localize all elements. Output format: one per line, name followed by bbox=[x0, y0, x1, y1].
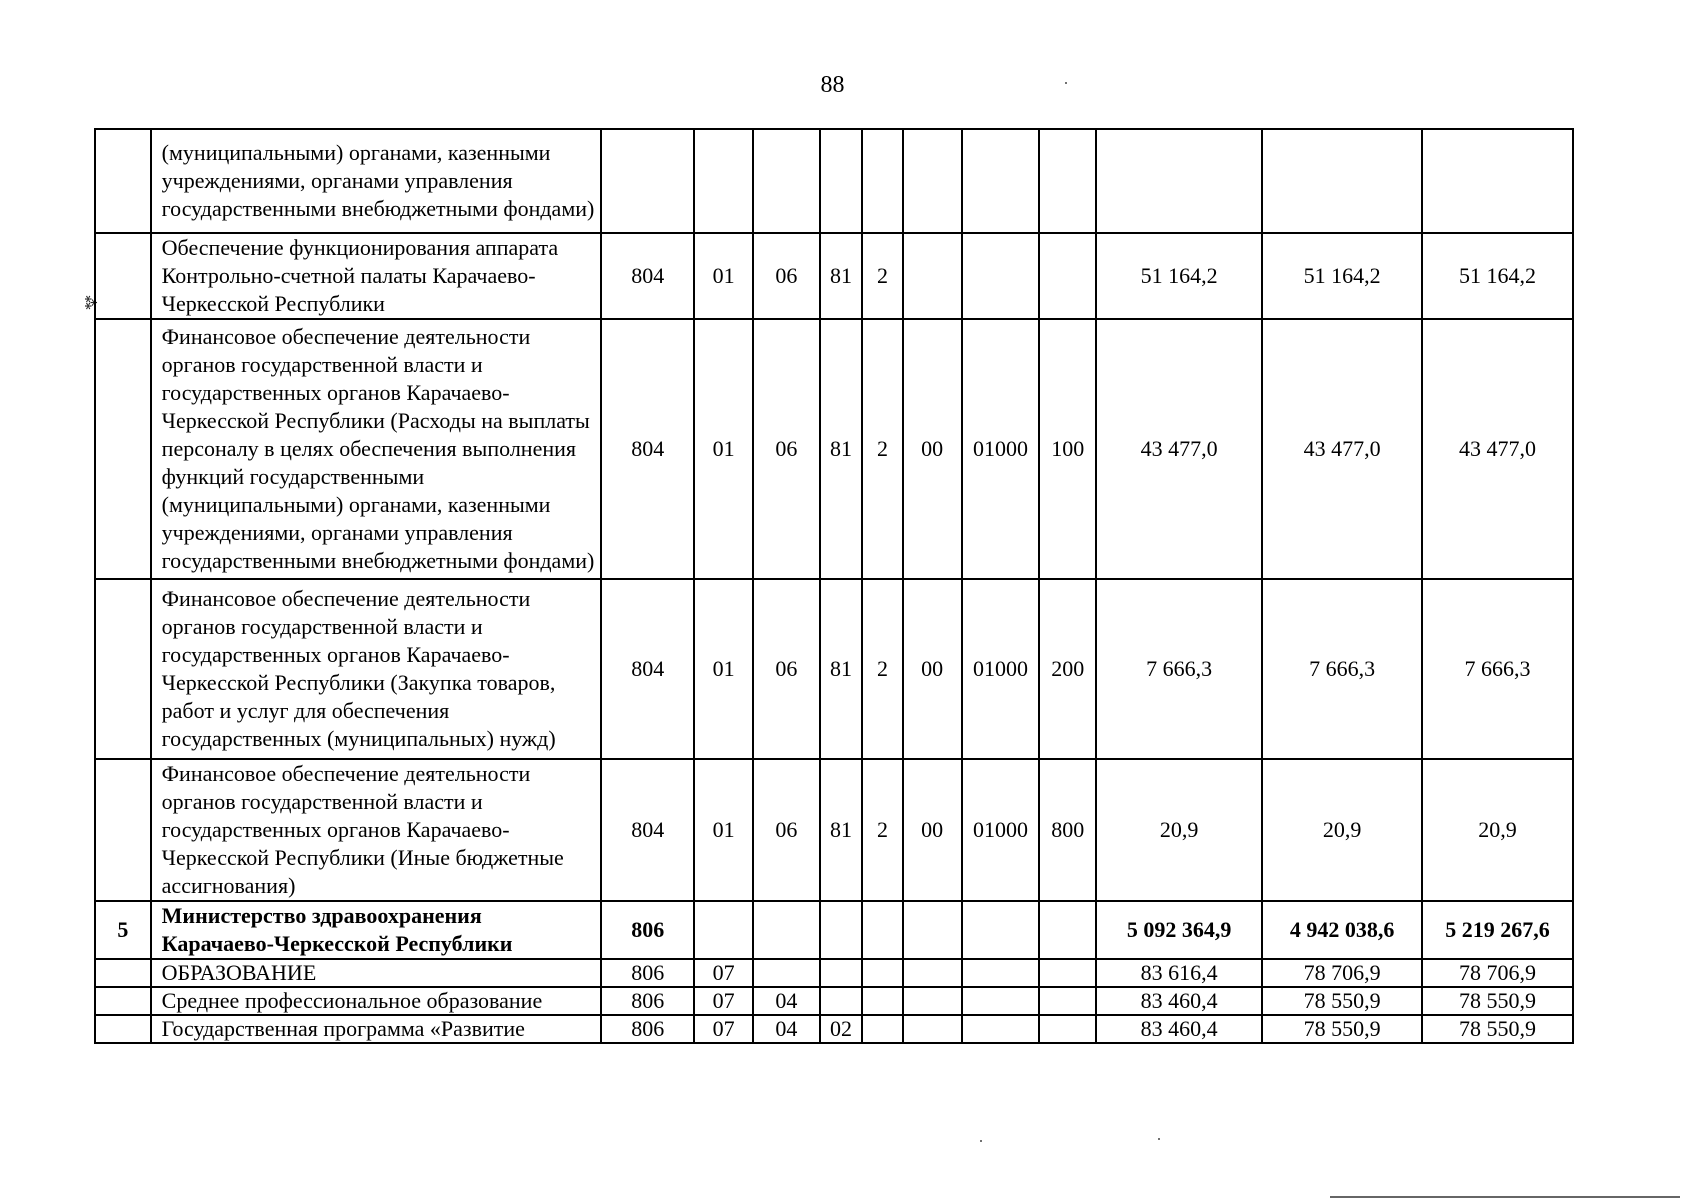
subprogram-code-cell: 2 bbox=[862, 579, 902, 759]
scan-speck bbox=[1065, 82, 1067, 84]
expense-type-code-cell bbox=[1039, 129, 1096, 233]
event-code-cell bbox=[903, 901, 962, 959]
event-code-cell: 00 bbox=[903, 319, 962, 579]
amount-year1-cell: 20,9 bbox=[1096, 759, 1262, 901]
row-number-cell bbox=[95, 759, 151, 901]
expense-name-cell: Министерство здравоохранения Карачаево-Черкесской Республики bbox=[151, 901, 601, 959]
amount-year3-cell: 78 706,9 bbox=[1422, 959, 1573, 987]
direction-code-cell bbox=[962, 987, 1040, 1015]
amount-year3-cell: 20,9 bbox=[1422, 759, 1573, 901]
expense-name-cell: (муниципальными) органами, казенными учреждениями, органами управления государственными внебюджетными фондами) bbox=[151, 129, 601, 233]
event-code-cell bbox=[903, 129, 962, 233]
subsection-code-cell bbox=[753, 901, 820, 959]
section-code-cell: 01 bbox=[694, 579, 753, 759]
amount-year1-cell: 83 460,4 bbox=[1096, 1015, 1262, 1043]
expense-name-cell: Финансовое обеспечение деятельности органов государственной власти и государственных органов Карачаево-Черкесской Республики (Расходы на выплаты персоналу в целях обеспечения выполнения функций государственными (муниципальными) органами, казенными учреждениями, органами управления государственными внебюджетными фондами) bbox=[151, 319, 601, 579]
budget-table bbox=[94, 128, 1574, 1044]
amount-year1-cell: 43 477,0 bbox=[1096, 319, 1262, 579]
direction-code-cell bbox=[962, 233, 1040, 319]
amount-year1-cell: 7 666,3 bbox=[1096, 579, 1262, 759]
expense-name-cell: Обеспечение функционирования аппарата Контрольно-счетной палаты Карачаево-Черкесской Республики bbox=[151, 233, 601, 319]
event-code-cell bbox=[903, 1015, 962, 1043]
expense-name-cell: Среднее профессиональное образование bbox=[151, 987, 601, 1015]
direction-code-cell bbox=[962, 1015, 1040, 1043]
expense-type-code-cell bbox=[1039, 233, 1096, 319]
amount-year3-cell: 7 666,3 bbox=[1422, 579, 1573, 759]
amount-year2-cell: 78 550,9 bbox=[1262, 987, 1422, 1015]
program-code-cell bbox=[820, 129, 863, 233]
row-number-cell bbox=[95, 987, 151, 1015]
section-code-cell: 07 bbox=[694, 959, 753, 987]
section-code-cell bbox=[694, 129, 753, 233]
direction-code-cell bbox=[962, 959, 1040, 987]
ministry-code-cell bbox=[601, 129, 694, 233]
subsection-code-cell: 04 bbox=[753, 1015, 820, 1043]
row-number-cell bbox=[95, 1015, 151, 1043]
subsection-code-cell: 04 bbox=[753, 987, 820, 1015]
program-code-cell bbox=[820, 901, 863, 959]
program-code-cell: 81 bbox=[820, 579, 863, 759]
subsection-code-cell bbox=[753, 959, 820, 987]
table-row bbox=[95, 233, 1573, 319]
table-row bbox=[95, 319, 1573, 579]
program-code-cell bbox=[820, 959, 863, 987]
amount-year2-cell: 7 666,3 bbox=[1262, 579, 1422, 759]
program-code-cell bbox=[820, 987, 863, 1015]
subsection-code-cell: 06 bbox=[753, 759, 820, 901]
ministry-code-cell: 806 bbox=[601, 959, 694, 987]
subprogram-code-cell bbox=[862, 959, 902, 987]
table-row bbox=[95, 129, 1573, 233]
program-code-cell: 81 bbox=[820, 319, 863, 579]
expense-type-code-cell: 800 bbox=[1039, 759, 1096, 901]
expense-type-code-cell bbox=[1039, 987, 1096, 1015]
section-code-cell: 01 bbox=[694, 759, 753, 901]
amount-year3-cell: 5 219 267,6 bbox=[1422, 901, 1573, 959]
page-number: 88 bbox=[820, 72, 845, 98]
scan-speck bbox=[980, 1140, 982, 1142]
ministry-code-cell: 804 bbox=[601, 579, 694, 759]
amount-year1-cell: 83 616,4 bbox=[1096, 959, 1262, 987]
subsection-code-cell: 06 bbox=[753, 319, 820, 579]
table-row bbox=[95, 959, 1573, 987]
subsection-code-cell: 06 bbox=[753, 233, 820, 319]
subprogram-code-cell bbox=[862, 987, 902, 1015]
section-code-cell: 07 bbox=[694, 1015, 753, 1043]
ministry-code-cell: 804 bbox=[601, 759, 694, 901]
expense-type-code-cell bbox=[1039, 901, 1096, 959]
subprogram-code-cell bbox=[862, 1015, 902, 1043]
subsection-code-cell bbox=[753, 129, 820, 233]
amount-year2-cell: 20,9 bbox=[1262, 759, 1422, 901]
amount-year3-cell: 78 550,9 bbox=[1422, 1015, 1573, 1043]
program-code-cell: 81 bbox=[820, 759, 863, 901]
expense-name-cell: ОБРАЗОВАНИЕ bbox=[151, 959, 601, 987]
ministry-code-cell: 806 bbox=[601, 901, 694, 959]
amount-year2-cell bbox=[1262, 129, 1422, 233]
row-number-cell: 5 bbox=[95, 901, 151, 959]
margin-mark: ⁂ bbox=[81, 295, 97, 310]
ministry-code-cell: 804 bbox=[601, 233, 694, 319]
expense-name-cell: Финансовое обеспечение деятельности органов государственной власти и государственных органов Карачаево-Черкесской Республики (Закупка товаров, работ и услуг для обеспечения государственных (муниципальных) нужд) bbox=[151, 579, 601, 759]
event-code-cell: 00 bbox=[903, 579, 962, 759]
amount-year1-cell: 51 164,2 bbox=[1096, 233, 1262, 319]
ministry-code-cell: 804 bbox=[601, 319, 694, 579]
event-code-cell: 00 bbox=[903, 759, 962, 901]
subprogram-code-cell: 2 bbox=[862, 319, 902, 579]
direction-code-cell: 01000 bbox=[962, 579, 1040, 759]
amount-year1-cell: 83 460,4 bbox=[1096, 987, 1262, 1015]
amount-year2-cell: 43 477,0 bbox=[1262, 319, 1422, 579]
expense-type-code-cell: 100 bbox=[1039, 319, 1096, 579]
scan-speck bbox=[1158, 1138, 1160, 1140]
amount-year2-cell: 78 550,9 bbox=[1262, 1015, 1422, 1043]
direction-code-cell bbox=[962, 129, 1040, 233]
table-row bbox=[95, 987, 1573, 1015]
subprogram-code-cell bbox=[862, 129, 902, 233]
table-row bbox=[95, 1015, 1573, 1043]
amount-year3-cell: 78 550,9 bbox=[1422, 987, 1573, 1015]
amount-year2-cell: 78 706,9 bbox=[1262, 959, 1422, 987]
scan-edge-line bbox=[1330, 1196, 1680, 1198]
amount-year2-cell: 4 942 038,6 bbox=[1262, 901, 1422, 959]
event-code-cell bbox=[903, 233, 962, 319]
ministry-code-cell: 806 bbox=[601, 987, 694, 1015]
table-row bbox=[95, 579, 1573, 759]
section-code-cell bbox=[694, 901, 753, 959]
event-code-cell bbox=[903, 959, 962, 987]
ministry-code-cell: 806 bbox=[601, 1015, 694, 1043]
subprogram-code-cell: 2 bbox=[862, 233, 902, 319]
row-number-cell bbox=[95, 319, 151, 579]
direction-code-cell: 01000 bbox=[962, 319, 1040, 579]
section-code-cell: 01 bbox=[694, 233, 753, 319]
table-row bbox=[95, 901, 1573, 959]
amount-year3-cell: 43 477,0 bbox=[1422, 319, 1573, 579]
row-number-cell bbox=[95, 959, 151, 987]
direction-code-cell bbox=[962, 901, 1040, 959]
row-number-cell bbox=[95, 129, 151, 233]
expense-type-code-cell: 200 bbox=[1039, 579, 1096, 759]
subprogram-code-cell bbox=[862, 901, 902, 959]
section-code-cell: 07 bbox=[694, 987, 753, 1015]
row-number-cell bbox=[95, 579, 151, 759]
subprogram-code-cell: 2 bbox=[862, 759, 902, 901]
table-row bbox=[95, 759, 1573, 901]
expense-name-cell: Финансовое обеспечение деятельности органов государственной власти и государственных органов Карачаево-Черкесской Республики (Иные бюджетные ассигнования) bbox=[151, 759, 601, 901]
program-code-cell: 02 bbox=[820, 1015, 863, 1043]
amount-year3-cell bbox=[1422, 129, 1573, 233]
program-code-cell: 81 bbox=[820, 233, 863, 319]
event-code-cell bbox=[903, 987, 962, 1015]
row-number-cell bbox=[95, 233, 151, 319]
amount-year1-cell: 5 092 364,9 bbox=[1096, 901, 1262, 959]
amount-year1-cell bbox=[1096, 129, 1262, 233]
direction-code-cell: 01000 bbox=[962, 759, 1040, 901]
expense-type-code-cell bbox=[1039, 959, 1096, 987]
expense-type-code-cell bbox=[1039, 1015, 1096, 1043]
amount-year2-cell: 51 164,2 bbox=[1262, 233, 1422, 319]
section-code-cell: 01 bbox=[694, 319, 753, 579]
subsection-code-cell: 06 bbox=[753, 579, 820, 759]
expense-name-cell: Государственная программа «Развитие bbox=[151, 1015, 601, 1043]
amount-year3-cell: 51 164,2 bbox=[1422, 233, 1573, 319]
